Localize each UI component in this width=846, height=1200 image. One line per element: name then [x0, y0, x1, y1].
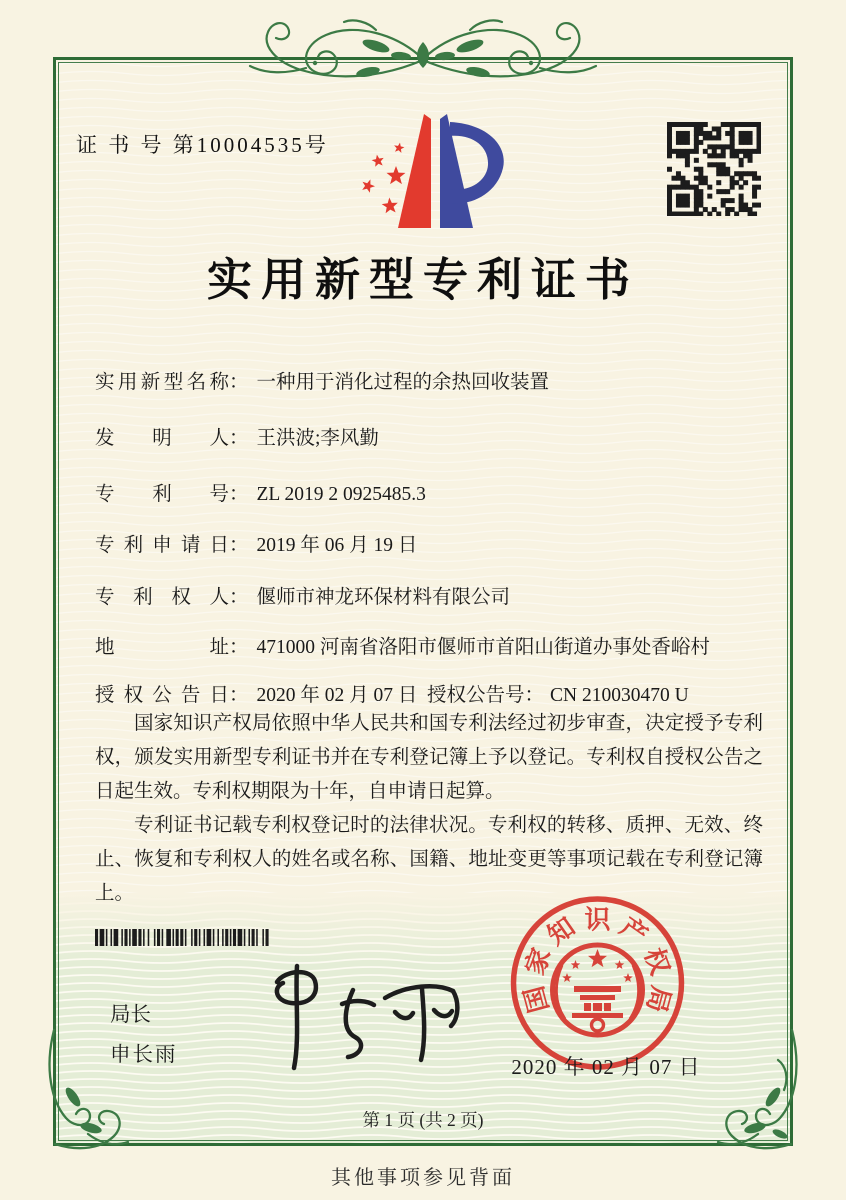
field-row-patent-no — [95, 478, 426, 506]
field-value: 王洪波;李风勤 — [256, 428, 379, 449]
field-label: 发明人 — [95, 428, 229, 449]
colon: ： — [229, 685, 249, 706]
colon: ： — [229, 428, 249, 449]
back-side-note: 其他事项参见背面 — [331, 1167, 515, 1189]
legal-text-block — [95, 707, 763, 911]
field-row-filing-date — [95, 529, 417, 557]
qr-code-icon — [667, 122, 761, 216]
certificate-title: 实用新型专利证书 — [206, 255, 639, 305]
director-name-label: 申长雨 — [110, 1044, 178, 1066]
svg-text:家: 家 — [520, 944, 557, 979]
colon: ： — [229, 637, 249, 658]
barcode — [95, 929, 333, 946]
certificate-number: 证 书 号 第10004535号 — [76, 133, 329, 157]
colon: ： — [229, 372, 249, 393]
center-leaf-ornament — [417, 42, 429, 68]
field-row-grant-date — [95, 679, 417, 707]
cnipa-logo-icon — [338, 110, 513, 235]
grant-number-value: CN 210030470 U — [550, 685, 689, 706]
field-value: ZL 2019 2 0925485.3 — [256, 484, 426, 505]
field-row-address — [95, 631, 710, 659]
field-row-name — [95, 366, 549, 394]
handwritten-signature — [225, 958, 470, 1078]
field-value: 一种用于消化过程的余热回收装置 — [256, 372, 550, 393]
svg-text:知: 知 — [542, 912, 581, 951]
field-label: 授权公告日 — [95, 685, 229, 706]
page-number: 第 1 页 (共 2 页) — [362, 1110, 484, 1130]
director-title-label: 局长 — [110, 1004, 151, 1026]
svg-text:产: 产 — [614, 912, 653, 951]
field-value: 2019 年 06 月 19 日 — [256, 535, 418, 556]
svg-text:权: 权 — [638, 944, 675, 979]
field-value: 2020 年 02 月 07 日 — [256, 685, 418, 706]
svg-text:识: 识 — [584, 905, 611, 935]
national-emblem — [553, 945, 643, 1035]
field-label: 专利申请日 — [95, 535, 229, 556]
field-value: 偃师市神龙环保材料有限公司 — [256, 587, 511, 608]
colon: ： — [229, 535, 249, 556]
top-flourish-decoration — [0, 0, 846, 98]
logo-stars — [362, 143, 405, 214]
legal-paragraph-1: 国家知识产权局依照中华人民共和国专利法经过初步审查，决定授予专利权，颁发实用新型专利证书并在专利登记簿上予以登记。专利权自授权公告之日起生效。专利权期限为十年，自申请日起算。 — [95, 713, 763, 802]
colon: ： — [229, 484, 249, 505]
colon: ： — [524, 685, 545, 706]
legal-paragraph-2: 专利证书记载专利权登记时的法律状况。专利权的转移、质押、无效、终止、恢复和专利权人的姓名或名称、国籍、地址变更等事项记载在专利登记簿上。 — [95, 815, 763, 904]
field-row-inventor — [95, 422, 379, 450]
field-label: 实用新型名称 — [95, 372, 229, 393]
seal-date: 2020 年 02 月 07 日 — [511, 1055, 701, 1079]
grant-number — [427, 679, 689, 707]
colon: ： — [229, 587, 249, 608]
field-label: 专利号 — [95, 484, 229, 505]
svg-text:国: 国 — [519, 982, 555, 1016]
bottom-right-flourish — [688, 1022, 808, 1162]
field-row-patentee — [95, 581, 510, 609]
field-label: 专利权人 — [95, 587, 229, 608]
field-value: 471000 河南省洛阳市偃师市首阳山街道办事处香峪村 — [256, 637, 710, 658]
grant-number-label: 授权公告号 — [427, 685, 525, 706]
svg-text:局: 局 — [640, 982, 676, 1016]
field-label: 地址 — [95, 637, 229, 658]
